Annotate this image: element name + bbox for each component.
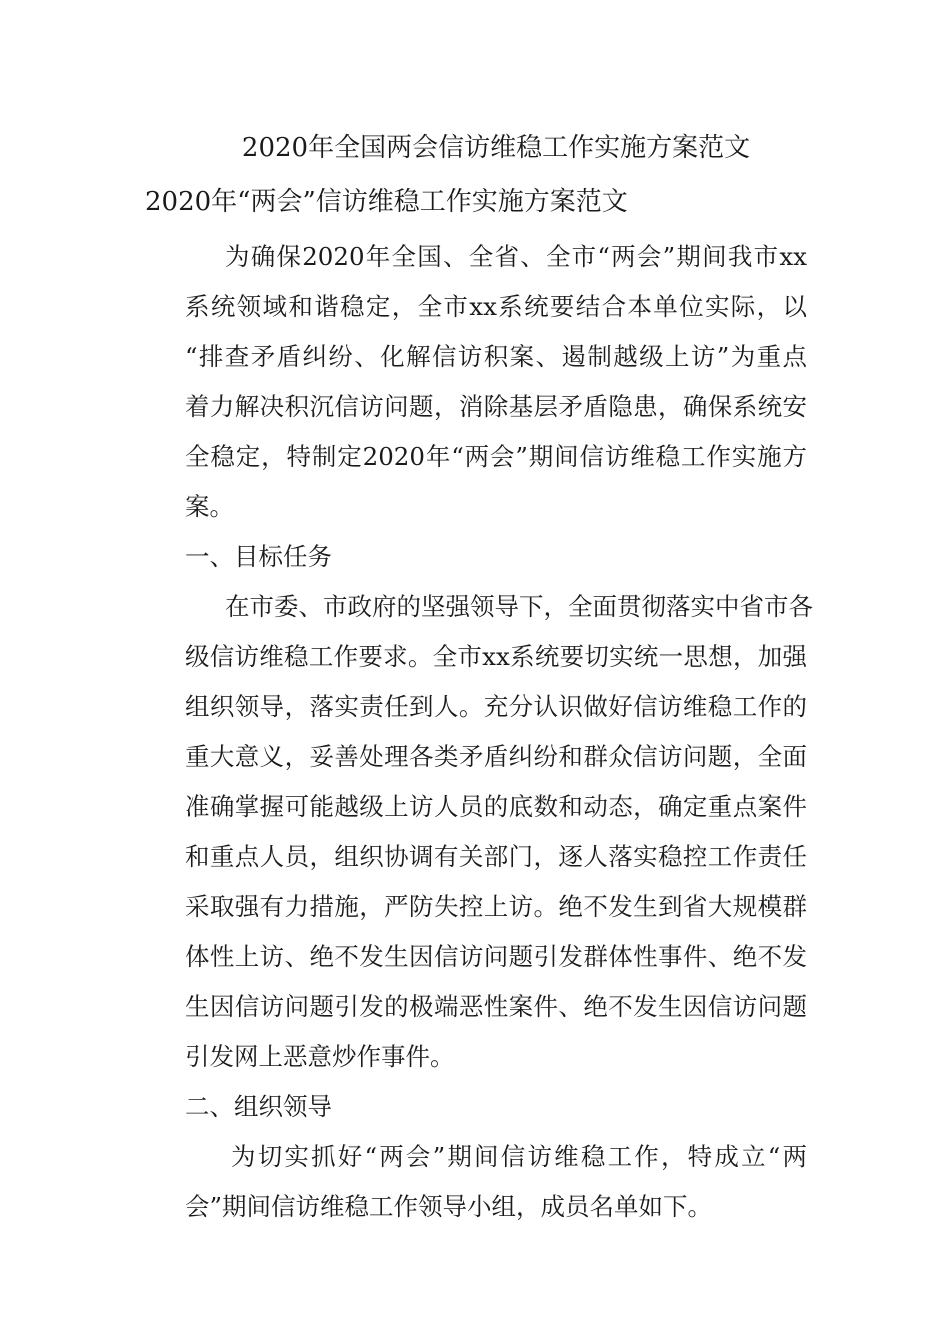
intro-line: “排查矛盾纠纷、化解信访积案、遏制越级上访”为重点: [185, 342, 807, 371]
goals-line: 和重点人员，组织协调有关部门，逐人落实稳控工作责任: [185, 842, 807, 871]
goals-line: 重大意义，妥善处理各类矛盾纠纷和群众信访问题，全面: [185, 742, 807, 771]
goals-line: 在市委、市政府的坚强领导下，全面贯彻落实中省市各: [225, 592, 813, 621]
document-page: [145, 128, 813, 1232]
document-subtitle: 2020年“两会”信访维稳工作实施方案范文: [145, 187, 628, 217]
intro-line: 全稳定，特制定2020年“两会”期间信访维稳工作实施方: [185, 442, 807, 471]
goals-line: 生因信访问题引发的极端恶性案件、绝不发生因信访问题: [185, 992, 807, 1021]
goals-line: 采取强有力措施，严防失控上访。绝不发生到省大规模群: [185, 892, 807, 921]
section-heading-goals: 一、目标任务: [185, 542, 332, 571]
goals-line: 体性上访、绝不发生因信访问题引发群体性事件、绝不发: [185, 942, 807, 971]
leadership-line: 会”期间信访维稳工作领导小组，成员名单如下。: [185, 1192, 713, 1221]
intro-paragraph: [145, 232, 807, 532]
intro-line: 为确保2020年全国、全省、全市“两会”期间我市xx: [225, 242, 807, 271]
leadership-line: 为切实抓好“两会”期间信访维稳工作，特成立“两: [231, 1142, 807, 1171]
section-heading-leadership: 二、组织领导: [185, 1092, 332, 1121]
goals-line: 组织领导，落实责任到人。充分认识做好信访维稳工作的: [185, 692, 807, 721]
leadership-paragraph: [145, 1132, 807, 1232]
document-title: 2020年全国两会信访维稳工作实施方案范文: [241, 133, 751, 163]
goals-line: 准确掌握可能越级上访人员的底数和动态，确定重点案件: [185, 792, 807, 821]
goals-line: 级信访维稳工作要求。全市xx系统要切实统一思想，加强: [185, 642, 807, 671]
intro-line: 案。: [185, 492, 234, 521]
intro-line: 着力解决积沉信访问题，消除基层矛盾隐患，确保系统安: [185, 392, 807, 421]
goals-line: 引发网上恶意炒作事件。: [185, 1042, 455, 1071]
goals-paragraph: [145, 582, 813, 1082]
intro-line: 系统领域和谐稳定，全市xx系统要结合本单位实际，以: [185, 292, 807, 321]
